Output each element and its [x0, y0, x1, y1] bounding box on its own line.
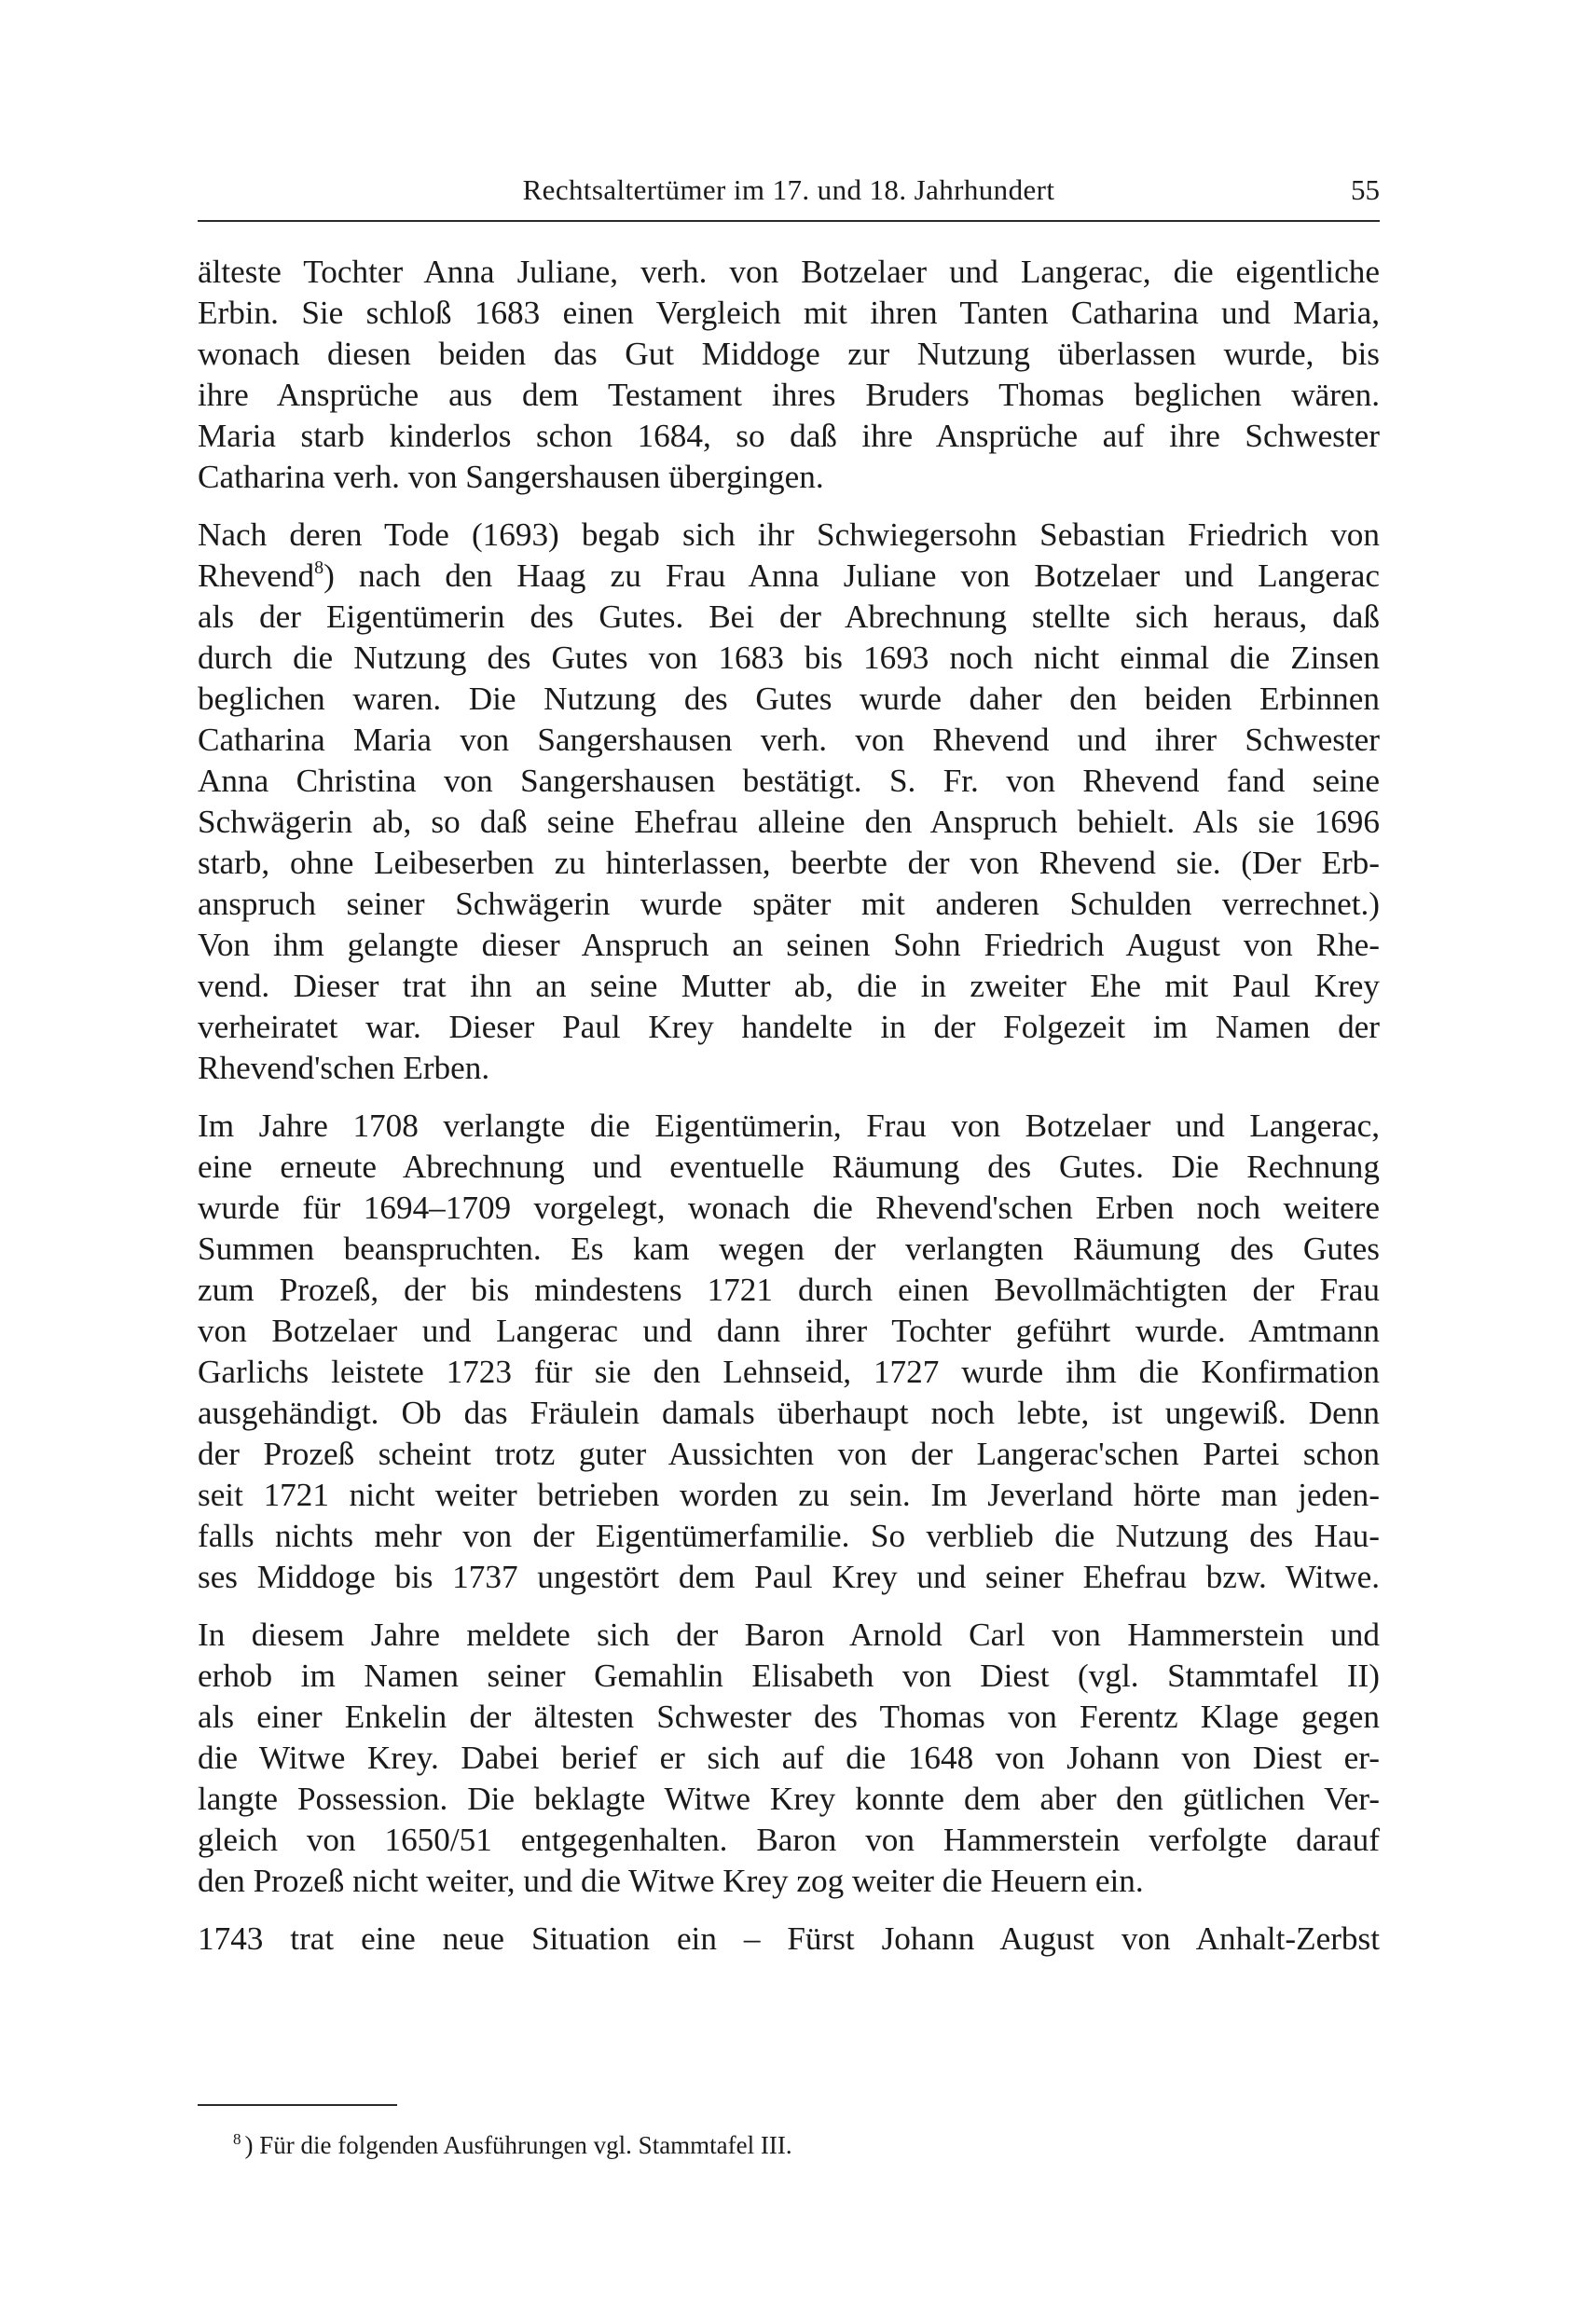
text-line: die Witwe Krey. Dabei berief er sich auf die 1648 von Johann von Diest er-: [198, 1740, 1380, 1776]
text-line: starb, ohne Leibeserben zu hinterlassen, beerbte der von Rhevend sie. (Der Erb-: [198, 845, 1380, 881]
footnote-marker: 8: [233, 2130, 241, 2148]
text-line: als einer Enkelin der ältesten Schwester des Thomas von Ferentz Klage gegen: [198, 1699, 1380, 1735]
text-line: falls nichts mehr von der Eigentümerfamilie. So verblieb die Nutzung des Hau-: [198, 1518, 1380, 1554]
text-line: durch die Nutzung des Gutes von 1683 bis 1693 noch nicht einmal die Zinsen: [198, 640, 1380, 676]
text-line: Catharina Maria von Sangershausen verh. von Rhevend und ihrer Schwester: [198, 722, 1380, 758]
text-line-with-footnote-ref: [198, 556, 1380, 597]
paragraph-5: [198, 1919, 1380, 1960]
text-line: als der Eigentümerin des Gutes. Bei der Abrechnung stellte sich heraus, daß: [198, 599, 1380, 635]
paragraph-4: [198, 1615, 1380, 1902]
paragraph-2: [198, 515, 1380, 1089]
text-line: Rhevend'schen Erben.: [198, 1050, 490, 1086]
text-line: Maria starb kinderlos schon 1684, so daß ihre Ansprüche auf ihre Schwester: [198, 418, 1380, 454]
text-line: Nach deren Tode (1693) begab sich ihr Schwiegersohn Sebastian Friedrich von: [198, 516, 1380, 553]
text-line: erhob im Namen seiner Gemahlin Elisabeth von Diest (vgl. Stammtafel II): [198, 1658, 1380, 1694]
text-line: älteste Tochter Anna Juliane, verh. von Botzelaer und Langerac, die eigentliche: [198, 254, 1380, 290]
text-line: Erbin. Sie schloß 1683 einen Vergleich mit ihren Tanten Catharina und Maria,: [198, 295, 1380, 331]
text-line: Garlichs leistete 1723 für sie den Lehnseid, 1727 wurde ihm die Konfirmation: [198, 1354, 1380, 1390]
text-line: Anna Christina von Sangershausen bestätigt. S. Fr. von Rhevend fand seine: [198, 763, 1380, 799]
paragraph-3: [198, 1106, 1380, 1598]
text-line: In diesem Jahre meldete sich der Baron Arnold Carl von Hammerstein und: [198, 1617, 1380, 1653]
text-line: den Prozeß nicht weiter, und die Witwe Krey zog weiter die Heuern ein.: [198, 1863, 1144, 1899]
text-line: beglichen waren. Die Nutzung des Gutes wurde daher den beiden Erbinnen: [198, 681, 1380, 717]
text-line: Im Jahre 1708 verlangte die Eigentümerin, Frau von Botzelaer und Langerac,: [198, 1108, 1380, 1144]
text-line: verheiratet war. Dieser Paul Krey handelte in der Folgezeit im Namen der: [198, 1009, 1380, 1045]
text-line: wonach diesen beiden das Gut Middoge zur Nutzung überlassen wurde, bis: [198, 336, 1380, 372]
text-line: Catharina verh. von Sangershausen übergingen.: [198, 459, 824, 495]
footnote-reference: 8: [314, 557, 324, 578]
text-line: 1743 trat eine neue Situation ein – Fürst Johann August von Anhalt-Zerbst: [198, 1920, 1380, 1957]
text-line: zum Prozeß, der bis mindestens 1721 durch einen Bevollmächtigten der Frau: [198, 1272, 1380, 1308]
footnote: [233, 2129, 1352, 2161]
text-line: ihre Ansprüche aus dem Testament ihres Bruders Thomas beglichen wären.: [198, 377, 1380, 413]
text-line: Von ihm gelangte dieser Anspruch an seinen Sohn Friedrich August von Rhe-: [198, 927, 1380, 963]
text-line: gleich von 1650/51 entgegenhalten. Baron von Hammerstein verfolgte darauf: [198, 1822, 1380, 1858]
footnote-divider: [198, 2104, 397, 2106]
page-number: 55: [1351, 173, 1380, 206]
text-line: vend. Dieser trat ihn an seine Mutter ab, die in zweiter Ehe mit Paul Krey: [198, 968, 1380, 1004]
text-line: anspruch seiner Schwägerin wurde später mit anderen Schulden verrechnet.): [198, 886, 1380, 922]
text-line: seit 1721 nicht weiter betrieben worden zu sein. Im Jeverland hörte man jeden-: [198, 1477, 1380, 1513]
text-line: eine erneute Abrechnung und eventuelle Räumung des Gutes. Die Rechnung: [198, 1149, 1380, 1185]
text-fragment: ) nach den Haag zu Frau Anna Juliane von Botzelaer und Langerac: [323, 557, 1380, 594]
running-header: [198, 168, 1380, 222]
text-line: ses Middoge bis 1737 ungestört dem Paul Krey und seiner Ehefrau bzw. Witwe.: [198, 1559, 1380, 1595]
text-line: von Botzelaer und Langerac und dann ihrer Tochter geführt wurde. Amtmann: [198, 1313, 1380, 1349]
paragraph-1: [198, 252, 1380, 498]
running-title: Rechtsaltertümer im 17. und 18. Jahrhundert: [522, 173, 1055, 206]
main-text: [198, 252, 1380, 1976]
text-line: wurde für 1694–1709 vorgelegt, wonach die Rhevend'schen Erben noch weitere: [198, 1190, 1380, 1226]
text-line: der Prozeß scheint trotz guter Aussichten von der Langerac'schen Partei schon: [198, 1436, 1380, 1472]
text-line: Summen beanspruchten. Es kam wegen der verlangten Räumung des Gutes: [198, 1231, 1380, 1267]
text-fragment: Rhevend: [198, 557, 315, 594]
text-line: ausgehändigt. Ob das Fräulein damals überhaupt noch lebte, ist ungewiß. Denn: [198, 1395, 1380, 1431]
text-line: langte Possession. Die beklagte Witwe Krey konnte dem aber den gütlichen Ver-: [198, 1781, 1380, 1817]
text-line: Schwägerin ab, so daß seine Ehefrau alleine den Anspruch behielt. Als sie 1696: [198, 804, 1380, 840]
footnote-text: ) Für die folgenden Ausführungen vgl. Stammtafel III.: [244, 2131, 792, 2159]
